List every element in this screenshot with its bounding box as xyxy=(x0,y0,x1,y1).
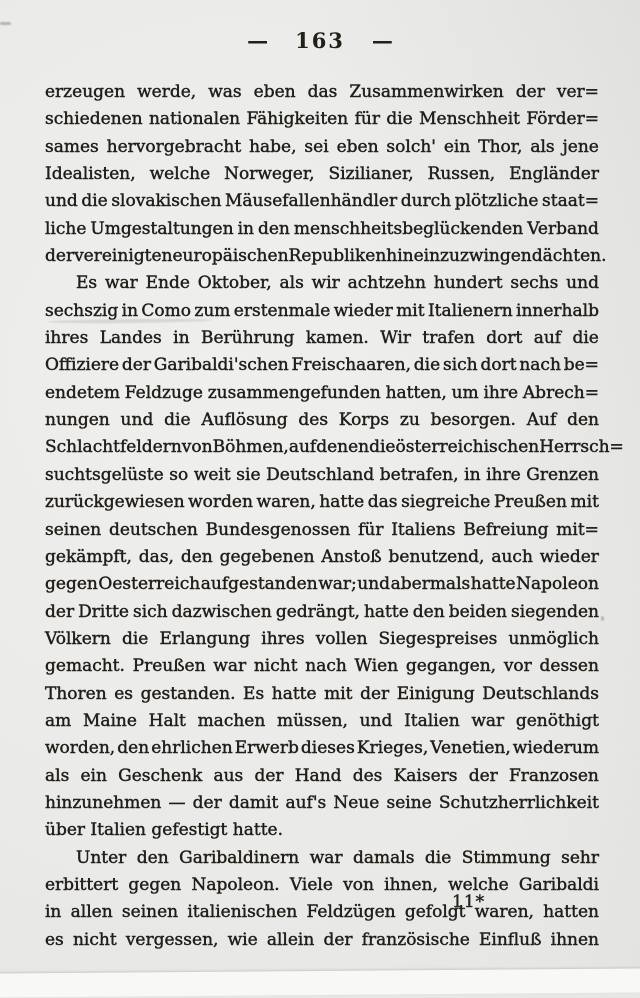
text-line: gekämpft, das, den gegebenen Anstoß benutzend, auch wieder xyxy=(45,546,599,567)
text-line: suchtsgelüste so weit sie Deutschland betrafen, in ihre Grenzen xyxy=(45,464,599,485)
scan-speck xyxy=(601,616,604,621)
text-line: endetem Feldzuge zusammengefunden hatten, um ihre Abrech= xyxy=(45,382,599,403)
text-line: zurückgewiesen worden waren, hatte das siegreiche Preußen mit xyxy=(45,492,599,513)
text-line: liche Umgestaltungen in den menschheitsbeglückenden Verband xyxy=(45,218,599,239)
page-text xyxy=(45,79,624,954)
text-line: worden, den ehrlichen Erwerb dieses Krieges, Venetien, wiederum xyxy=(45,738,599,759)
text-line: sechszig in Como zum erstenmale wieder mit Italienern innerhalb xyxy=(45,300,599,321)
text-line: über Italien gefestigt hatte. xyxy=(45,820,284,841)
scan-speck xyxy=(0,22,11,25)
page-number: 163 xyxy=(295,28,345,53)
text-line: als ein Geschenk aus der Hand des Kaisers der Franzosen xyxy=(45,765,599,786)
text-line: Offiziere der Garibaldi'schen Freischaaren, die sich dort nach be= xyxy=(45,355,599,376)
text-line: seinen deutschen Bundesgenossen für Italiens Befreiung mit= xyxy=(45,519,599,540)
text-line: erbittert gegen Napoleon. Viele von ihnen, welche Garibaldi xyxy=(45,874,599,895)
text-line: Es war Ende Oktober, als wir achtzehn hundert sechs und xyxy=(76,273,599,294)
text-line: sames hervorgebracht habe, sei eben solch' ein Thor, als jene xyxy=(45,136,599,157)
text-line: Thoren es gestanden. Es hatte mit der Einigung Deutschlands xyxy=(45,683,599,704)
page-header xyxy=(0,28,640,53)
text-line: der vereinigten europäischen Republiken hineinzuzwingen dächten. xyxy=(45,246,607,267)
text-line: nungen und die Auflösung des Korps zu besorgen. Auf den xyxy=(45,410,599,431)
text-line: Schlachtfeldern von Böhmen, auf denen die österreichischen Herrsch= xyxy=(45,437,624,458)
header-dash-right: — xyxy=(371,28,393,53)
text-line: und die slovakischen Mäusefallenhändler durch plötzliche staat= xyxy=(45,191,599,212)
header-dash-left: — xyxy=(247,28,269,53)
text-line: Idealisten, welche Norweger, Sizilianer, Russen, Engländer xyxy=(45,164,599,185)
text-line: in allen seinen italienischen Feldzügen gefolgt waren, hatten xyxy=(45,902,599,923)
scan-page-edge xyxy=(0,968,640,997)
text-line: der Dritte sich dazwischen gedrängt, hatte den beiden siegenden xyxy=(45,601,599,622)
text-line: gegen Oesterreich aufgestanden war; und abermals hatte Napoleon xyxy=(45,574,599,595)
text-line: gemacht. Preußen war nicht nach Wien gegangen, vor dessen xyxy=(45,656,599,677)
text-line: erzeugen werde, was eben das Zusammenwirken der ver= xyxy=(45,82,599,102)
text-line: Völkern die Erlangung ihres vollen Siegespreises unmöglich xyxy=(45,628,599,649)
text-line: schiedenen nationalen Fähigkeiten für die Menschheit Förder= xyxy=(45,109,599,130)
text-line: ihres Landes in Berührung kamen. Wir trafen dort auf die xyxy=(45,328,599,349)
text-line: Unter den Garibaldinern war damals die Stimmung sehr xyxy=(76,847,599,868)
text-line: hinzunehmen — der damit auf's Neue seine Schutzherrlichkeit xyxy=(45,792,599,813)
text-line: es nicht vergessen, wie allein der französische Einfluß ihnen xyxy=(45,929,599,950)
text-line: am Maine Halt machen müssen, und Italien war genöthigt xyxy=(45,710,599,731)
signature-mark: 11* xyxy=(452,892,486,912)
